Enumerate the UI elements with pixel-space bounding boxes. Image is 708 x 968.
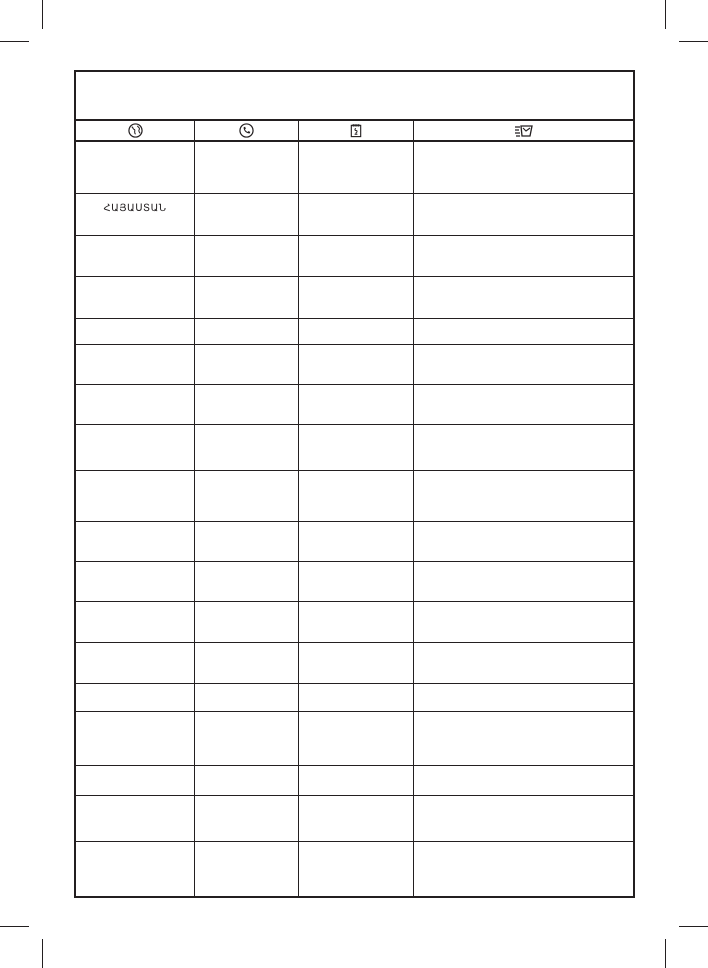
header-cell-message — [414, 121, 633, 140]
header-cell-country — [76, 121, 194, 140]
contact-form-table — [74, 70, 635, 898]
crop-mark-bottom-left-vertical — [42, 939, 43, 968]
row-divider — [76, 521, 633, 522]
row-divider — [76, 344, 633, 345]
header-cell-phone — [195, 121, 298, 140]
row-divider — [76, 235, 633, 236]
row-divider — [76, 765, 633, 766]
table-title-area — [76, 72, 633, 121]
phone-icon — [239, 123, 254, 138]
crop-mark-bottom-left-horizontal — [0, 926, 29, 927]
row-divider — [76, 384, 633, 385]
country-cell: ՀԱՅԱՍՏԱՆ — [103, 203, 167, 214]
globe-icon — [128, 123, 143, 138]
row-divider — [76, 841, 633, 842]
crop-mark-bottom-right-vertical — [665, 939, 666, 968]
row-divider — [76, 561, 633, 562]
row-divider — [76, 276, 633, 277]
row-divider — [76, 642, 633, 643]
row-divider — [76, 470, 633, 471]
row-divider — [76, 601, 633, 602]
message-icon — [514, 124, 534, 138]
crop-mark-top-right-horizontal — [679, 41, 708, 42]
crop-mark-top-right-vertical — [665, 0, 666, 29]
crop-mark-top-left-vertical — [42, 0, 43, 29]
crop-mark-top-left-horizontal — [0, 41, 29, 42]
header-bottom-border — [76, 140, 633, 142]
row-divider — [76, 683, 633, 684]
row-divider — [76, 795, 633, 796]
row-divider — [76, 711, 633, 712]
row-divider — [76, 424, 633, 425]
notepad-icon — [349, 123, 363, 138]
crop-mark-bottom-right-horizontal — [679, 926, 708, 927]
row-divider — [76, 193, 633, 194]
row-divider — [76, 318, 633, 319]
header-cell-notepad — [299, 121, 413, 140]
